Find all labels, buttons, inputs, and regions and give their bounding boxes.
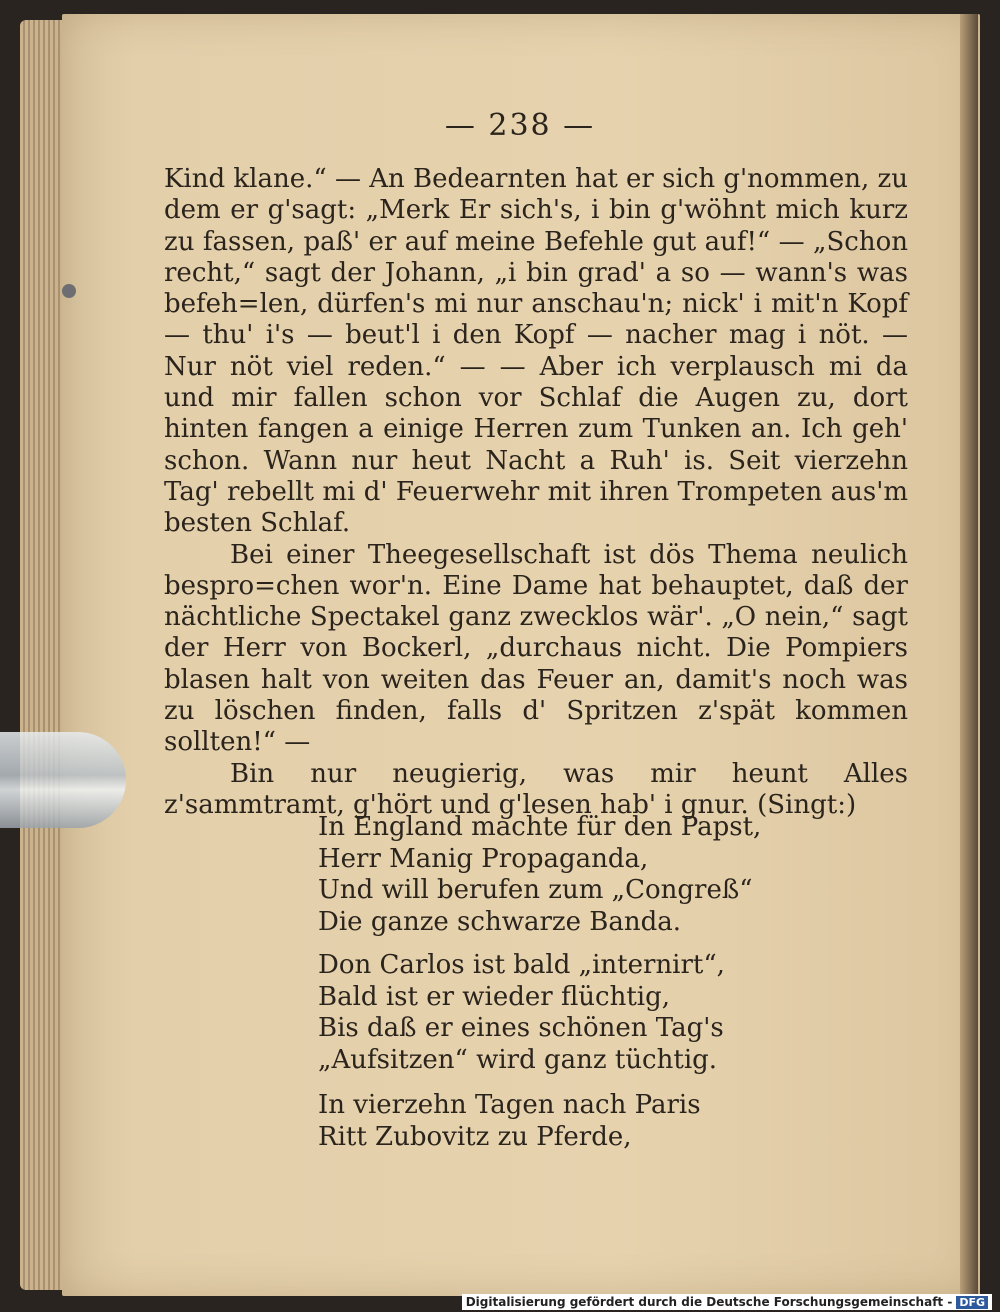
page-number: — 238 — bbox=[444, 108, 596, 143]
paragraph: Kind klane.“ — An Bedearnten hat er sich g'nommen, zu dem er g'sagt: „Merk Er sich's, i bin g'wöhnt mich kurz zu fassen, paß' er auf meine Befehle gut auf!“ — „Schon recht,“ sagt der Johann, „i bin grad' a so — wann's was befeh=len, dürfen's mi nur anschau'n; nick' i mit'n Kopf — thu' i's — beut'l i den Kopf — nacher mag i nöt. — Nur nöt viel reden.“ — — Aber ich verplausch mi da und mir fallen schon vor Schlaf die Augen zu, dort hinten fangen a einige Herren zum Tunken an. Ich geh' schon. Wann nur heut Nacht a Ruh' is. Seit vierzehn Tag' rebellt mi d' Feuerwehr mit ihren Trompeten aus'm besten Schlaf. bbox=[164, 164, 908, 539]
verse-stanza-2 bbox=[318, 950, 838, 1076]
verse-stanza-1 bbox=[318, 812, 838, 938]
page-clip bbox=[0, 732, 126, 828]
digitization-footer bbox=[462, 1294, 992, 1310]
verse-line: Die ganze schwarze Banda. bbox=[318, 906, 681, 937]
verse-line: Bald ist er wieder flüchtig, bbox=[318, 981, 671, 1012]
verse-line: Und will berufen zum „Congreß“ bbox=[318, 875, 753, 905]
paragraph: Bei einer Theegesellschaft ist dös Thema neulich bespro=chen wor'n. Eine Dame hat behauptet, daß der nächtliche Spectakel ganz zwecklos wär'. „O nein,“ sagt der Herr von Bockerl, „durchaus nicht. Die Pompiers blasen halt von weiten das Feuer an, damit's noch was zu löschen finden, falls d' Spritzen z'spät kommen sollten!“ — bbox=[164, 539, 908, 758]
dfg-logo: DFG bbox=[956, 1296, 988, 1309]
verse-line: Ritt Zubovitz zu Pferde, bbox=[318, 1121, 632, 1152]
paragraph: Bin nur neugierig, was mir heunt Alles z'sammtramt, g'hört und g'lesen hab' i gnur. (Singt:) bbox=[164, 758, 908, 820]
verse-line: „Aufsitzen“ wird ganz tüchtig. bbox=[318, 1044, 718, 1075]
prose-text bbox=[164, 164, 908, 821]
book-spine bbox=[960, 14, 978, 1296]
verse-line: In England machte für den Papst, bbox=[318, 812, 762, 842]
verse-line: Bis daß er eines schönen Tag's bbox=[318, 1013, 724, 1043]
footer-text: Digitalisierung gefördert durch die Deutsche Forschungsgemeinschaft - bbox=[465, 1295, 953, 1309]
verse-line: Herr Manig Propaganda, bbox=[318, 843, 649, 874]
verse-stanza-3 bbox=[318, 1090, 838, 1153]
verse-line: Don Carlos ist bald „internirt“, bbox=[318, 950, 725, 980]
verse-line: In vierzehn Tagen nach Paris bbox=[318, 1090, 701, 1120]
library-stamp-dot bbox=[62, 284, 76, 298]
